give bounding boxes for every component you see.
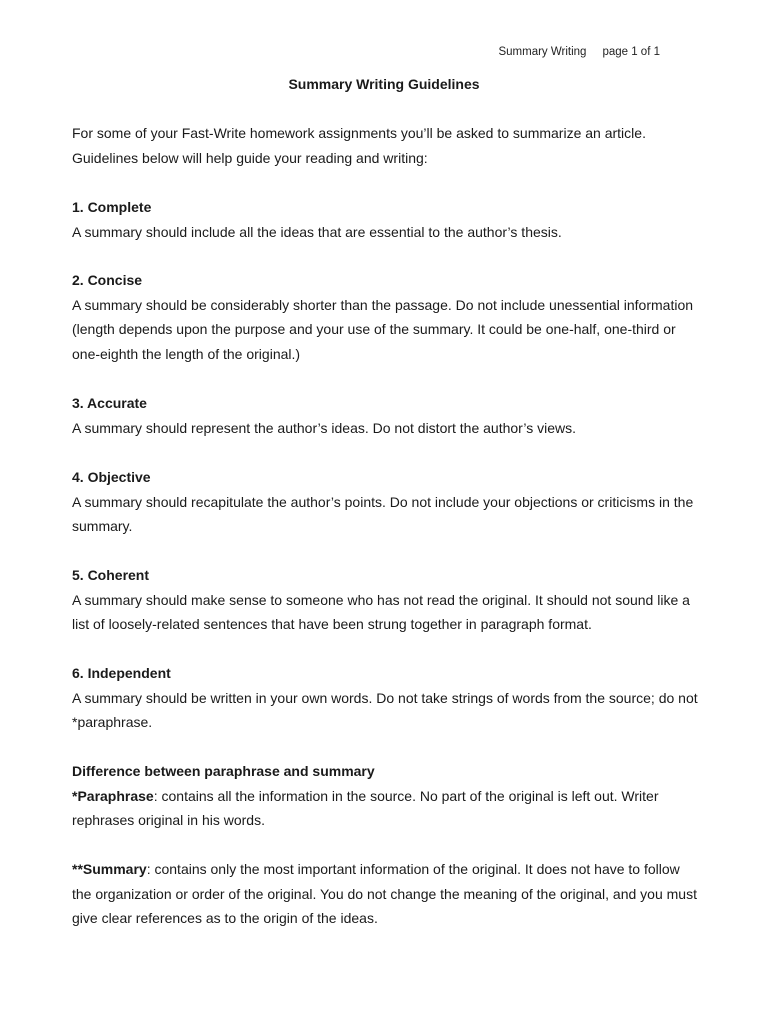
- section-heading: 4. Objective: [72, 469, 151, 485]
- section-concise: [72, 268, 702, 366]
- section-coherent: [72, 563, 702, 637]
- section-body: A summary should be written in your own words. Do not take strings of words from the source; do not *paraphrase.: [72, 689, 698, 730]
- section-body: A summary should represent the author’s ideas. Do not distort the author’s views.: [72, 419, 577, 436]
- section-body: A summary should recapitulate the author’s points. Do not include your objections or criticisms in the summary.: [72, 493, 694, 534]
- section-heading: 3. Accurate: [72, 395, 147, 411]
- intro-line-2: Guidelines below will help guide your reading and writing:: [72, 149, 428, 166]
- section-complete: [72, 195, 702, 244]
- section-body: A summary should be considerably shorter than the passage. Do not include unessential information (length depends upon the purpose and your use of the summary. It could be one-half, one-third or one-eighth the length of the original.): [72, 296, 694, 362]
- document-title: Summary Writing Guidelines: [288, 76, 480, 92]
- document-page: [72, 0, 702, 1024]
- difference-heading: Difference between paraphrase and summary: [72, 763, 375, 779]
- section-heading: 1. Complete: [72, 199, 152, 215]
- section-objective: [72, 465, 702, 539]
- section-heading: 2. Concise: [72, 272, 143, 288]
- summary-definition: [72, 857, 702, 931]
- section-body: A summary should make sense to someone who has not read the original. It should not sound like a list of loosely-related sentences that have been strung together in paragraph format.: [72, 591, 690, 632]
- section-difference: [72, 759, 702, 833]
- section-heading: 5. Coherent: [72, 567, 150, 583]
- section-independent: [72, 661, 702, 735]
- section-accurate: [72, 391, 702, 440]
- header-page-number: page 1 of 1: [602, 46, 660, 58]
- intro-line-1: For some of your Fast-Write homework assignments you’ll be asked to summarize an article.: [72, 125, 646, 141]
- paraphrase-text: : contains all the information in the source. No part of the original is left out. Writer rephrases original in his words.: [72, 787, 659, 828]
- intro-paragraph: [72, 121, 702, 170]
- paraphrase-definition: [72, 784, 702, 833]
- section-summary-definition: [72, 857, 702, 931]
- summary-term: **Summary: [72, 861, 147, 877]
- section-body: A summary should include all the ideas that are essential to the author’s thesis.: [72, 223, 562, 240]
- page-header: [498, 44, 660, 60]
- summary-text: : contains only the most important information of the original. It does not have to follow the organization or order of the original. You do not change the meaning of the original, and you must give clear references as to the origin of the ideas.: [72, 861, 697, 926]
- paraphrase-term: *Paraphrase: [72, 787, 154, 804]
- header-doc-name: Summary Writing: [498, 46, 587, 58]
- section-heading: 6. Independent: [72, 665, 171, 681]
